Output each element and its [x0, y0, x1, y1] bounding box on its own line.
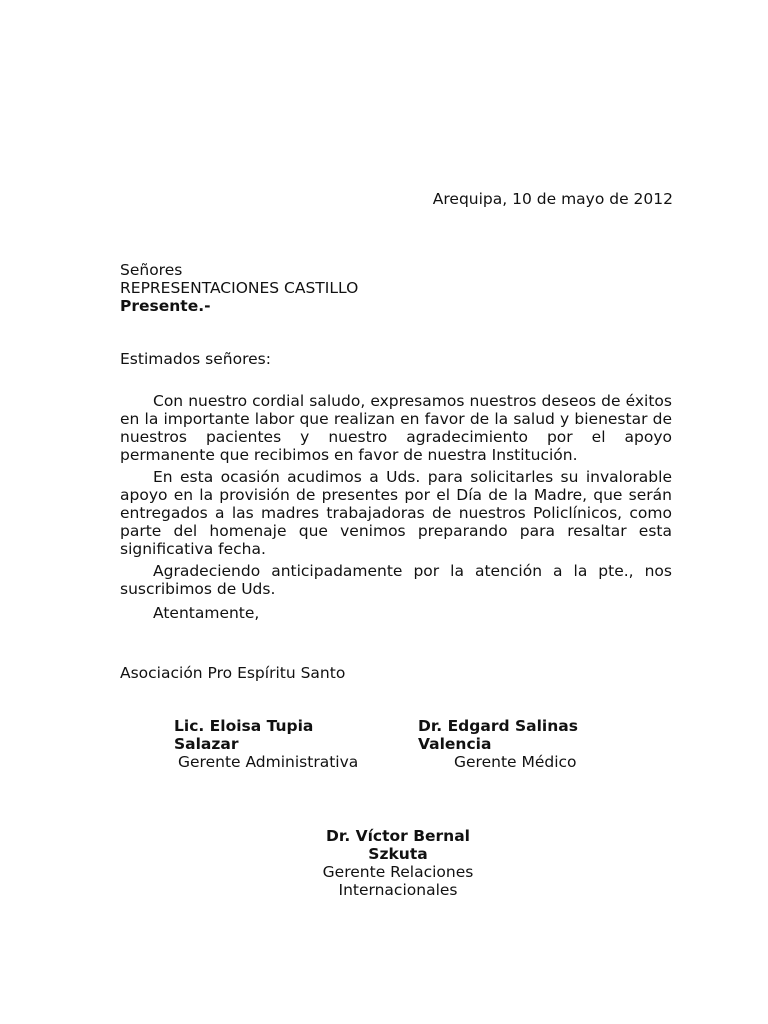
- body-paragraph-1: Con nuestro cordial saludo, expresamos nuestros deseos de éxitos en la importante labor que realizan en favor de la salud y bienestar de nuestros pacientes y nuestro agradecimiento por el apoyo permanente que recibimos en favor de nuestra Institución.: [120, 392, 672, 464]
- signatory-role: Gerente Médico: [454, 753, 577, 771]
- body-paragraph-3: Agradeciendo anticipadamente por la atención a la pte., nos suscribimos de Uds.: [120, 562, 672, 598]
- signatory-name-cont: Salazar: [174, 735, 239, 753]
- recipient-presente: Presente.-: [120, 297, 211, 315]
- closing: Atentamente,: [153, 604, 260, 622]
- signatory-administrative: [174, 717, 374, 771]
- signatory-medical: [418, 717, 618, 771]
- recipient-company: REPRESENTACIONES CASTILLO: [120, 279, 359, 297]
- recipient-title: Señores: [120, 261, 183, 279]
- letter-body: [120, 392, 672, 602]
- body-paragraph-2: En esta ocasión acudimos a Uds. para solicitarles su invalorable apoyo en la provisión de presentes por el Día de la Madre, que serán entregados a las madres trabajadoras de nuestros Policlínicos, como parte del homenaje que venimos preparando para resaltar esta significativa fecha.: [120, 468, 672, 558]
- salutation: Estimados señores:: [120, 350, 271, 368]
- organization-name: Asociación Pro Espíritu Santo: [120, 664, 346, 682]
- recipient-block: [120, 261, 358, 315]
- signatory-name: Dr. Víctor Bernal: [326, 827, 470, 845]
- signatory-name: Dr. Edgard Salinas: [418, 717, 578, 735]
- signatory-name-cont: Szkuta: [368, 845, 428, 863]
- signatory-role: Gerente Administrativa: [178, 753, 359, 771]
- signatory-role-cont: Internacionales: [338, 881, 458, 899]
- letter-date: Arequipa, 10 de mayo de 2012: [432, 190, 673, 208]
- signatory-role: Gerente Relaciones: [322, 863, 474, 881]
- signatory-name: Lic. Eloisa Tupia: [174, 717, 314, 735]
- signatory-international: [298, 827, 498, 899]
- signatory-name-cont: Valencia: [418, 735, 492, 753]
